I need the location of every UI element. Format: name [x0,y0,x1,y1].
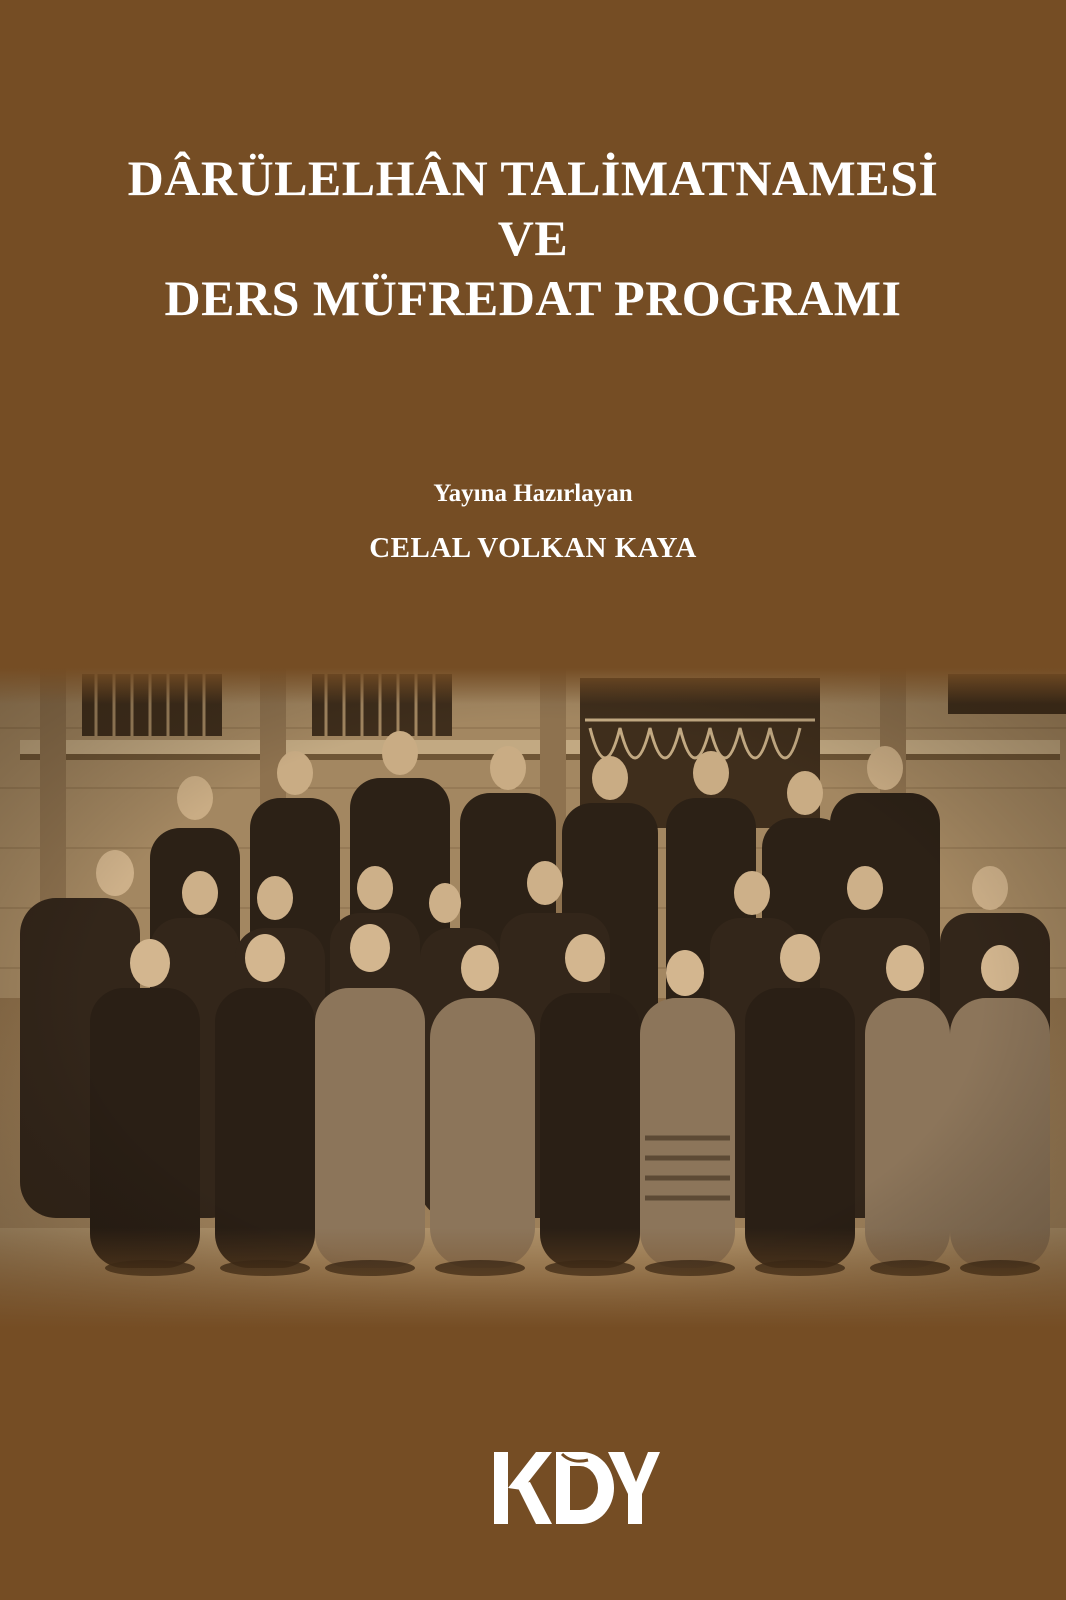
editor-name: CELAL VOLKAN KAYA [369,532,697,564]
title-line-3: DERS MÜFREDAT PROGRAMI [164,270,902,326]
title-line-2: VE [497,210,569,266]
title-line-1: DÂRÜLELHÂN TALİMATNAMESİ [127,150,939,206]
book-title [0,148,1066,328]
publisher-logo [490,1448,660,1528]
editor-label: Yayına Hazırlayan [433,480,633,507]
group-photo [0,668,1066,1328]
